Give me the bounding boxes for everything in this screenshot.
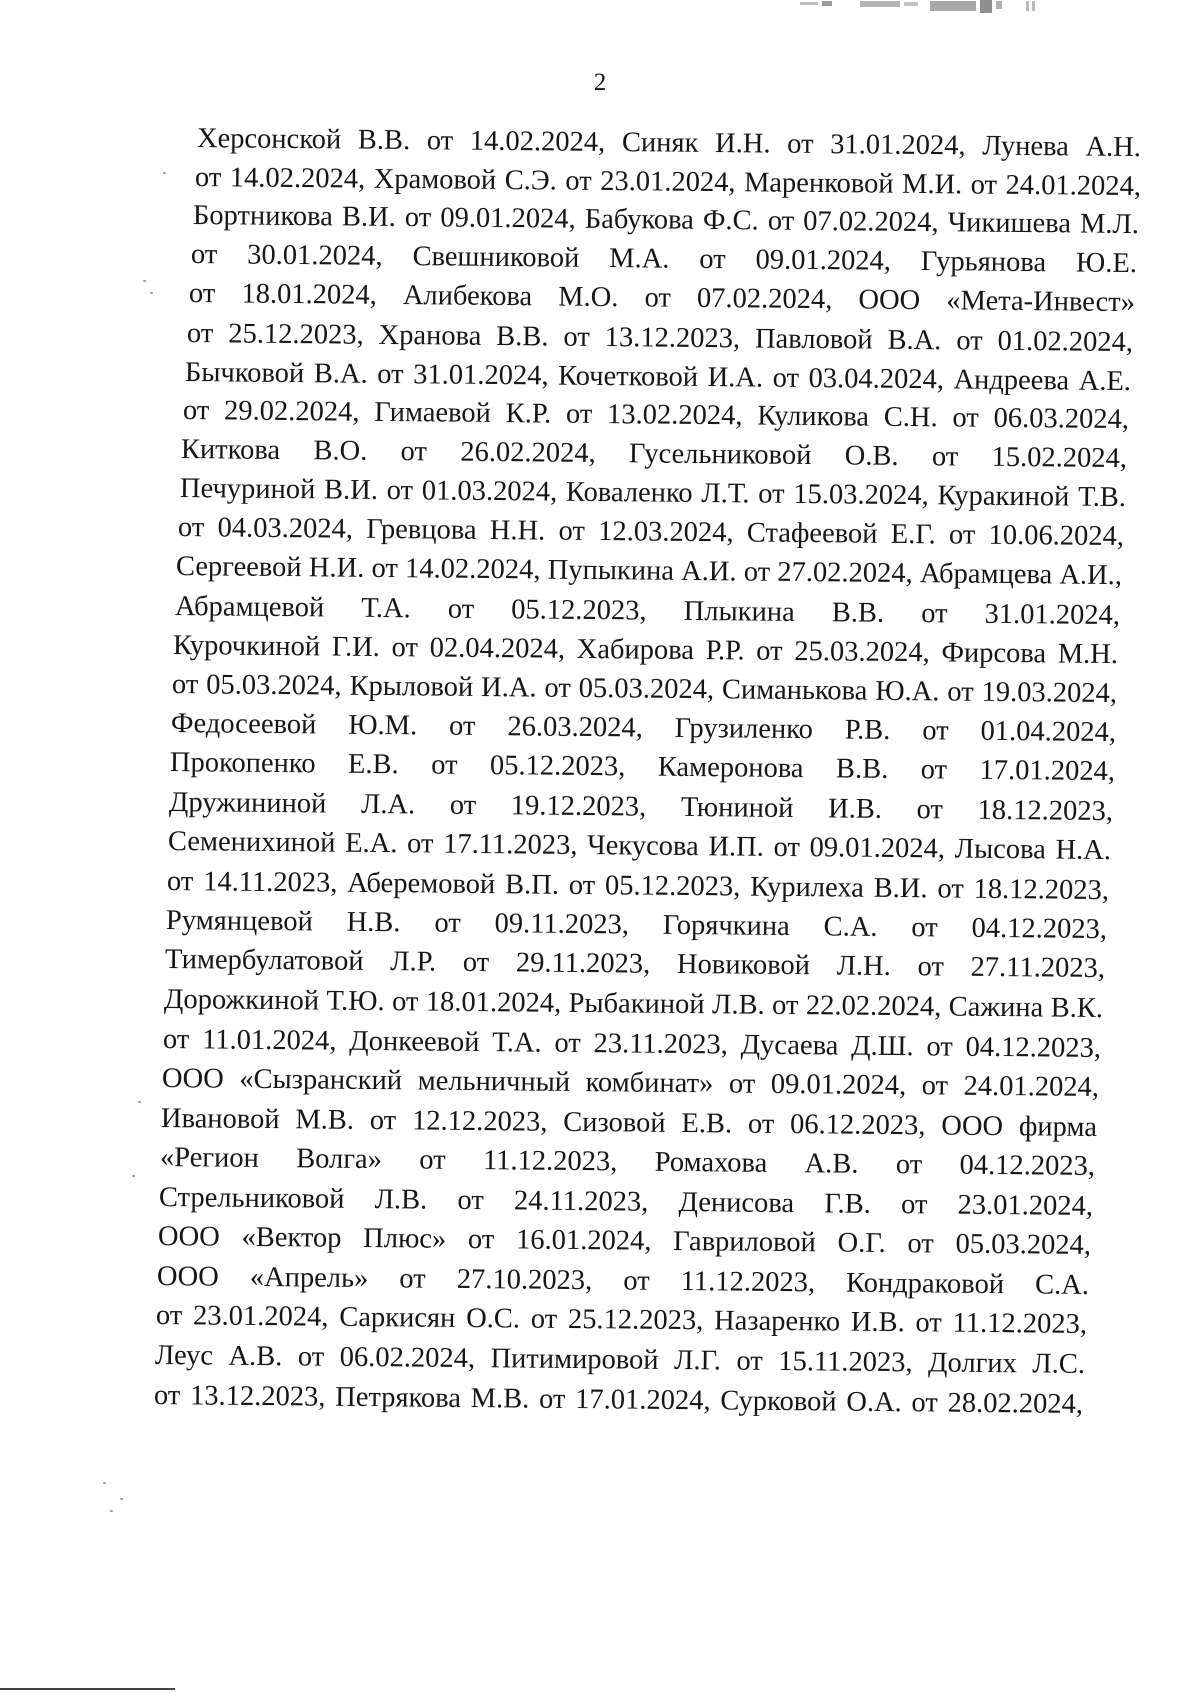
text-line <box>163 1022 1101 1067</box>
text-line <box>165 942 1105 987</box>
text-line <box>175 589 1120 634</box>
text-line <box>157 1259 1089 1304</box>
text-line <box>180 471 1126 516</box>
bottom-edge-line <box>0 1688 175 1690</box>
text-line-content: Ивановой М.В. от 12.12.2023, Сизовой Е.В. от 06.12.2023, ООО фирма <box>160 1103 1098 1143</box>
text-line <box>183 393 1129 438</box>
text-line-content: от 05.03.2024, Крыловой И.А. от 05.03.2024, Симанькова Ю.А. от 19.03.2024, <box>171 669 1118 710</box>
text-line <box>159 1180 1093 1225</box>
text-line <box>156 1298 1087 1343</box>
text-line-content: от 14.11.2023, Аберемовой В.П. от 05.12.2023, Курилеха В.И. от 18.12.2023, <box>166 866 1110 907</box>
text-line-content: Бортникова В.И. от 09.01.2024, Бабукова Ф.С. от 07.02.2024, Чикишева М.Л. <box>192 200 1140 241</box>
text-line-content: от 30.01.2024, Свешниковой М.А. от 09.01.2024, Гурьянова Ю.Е. <box>190 239 1138 280</box>
scan-speck <box>143 280 146 282</box>
text-line <box>154 1378 1083 1423</box>
text-line-content: Дружининой Л.А. от 19.12.2023, Тюниной И.В. от 18.12.2023, <box>168 787 1114 828</box>
text-line-content: ООО «Вектор Плюс» от 16.01.2024, Гавриловой О.Г. от 05.03.2024, <box>157 1221 1092 1261</box>
text-line-content: от 13.12.2023, Петрякова М.В. от 17.01.2024, Сурковой О.А. от 28.02.2024, <box>153 1380 1084 1420</box>
text-line-content: Прокопенко Е.В. от 05.12.2023, Камеронова В.В. от 17.01.2024, <box>169 747 1116 788</box>
text-line-content: ООО «Апрель» от 27.10.2023, от 11.12.2023, Кондраковой С.А. <box>156 1261 1090 1301</box>
text-line <box>155 1338 1085 1383</box>
text-line-content: от 18.01.2024, Алибекова М.О. от 07.02.2024, ООО «Мета-Инвест» <box>188 278 1136 319</box>
text-line-content: Тимербулатовой Л.Р. от 29.11.2023, Новиковой Л.Н. от 27.11.2023, <box>164 944 1106 985</box>
scan-speck <box>110 1510 113 1512</box>
text-line <box>169 785 1113 830</box>
scan-speck <box>120 1498 123 1500</box>
text-line-content: «Регион Волга» от 11.12.2023, Ромахова А.В. от 04.12.2023, <box>159 1142 1096 1182</box>
text-line <box>167 864 1109 909</box>
scan-speck <box>150 292 153 294</box>
text-line <box>191 237 1137 282</box>
text-line <box>187 316 1133 361</box>
page-number: 2 <box>593 69 607 96</box>
text-line-content: Стрельниковой Л.В. от 24.11.2023, Денисова Г.В. от 23.01.2024, <box>158 1182 1094 1222</box>
text-line <box>170 745 1115 790</box>
text-line-content: Бычковой В.А. от 31.01.2024, Кочетковой И.А. от 03.04.2024, Андреева А.Е. <box>184 357 1132 398</box>
text-line <box>176 549 1122 594</box>
text-line <box>162 1061 1099 1106</box>
text-line <box>189 276 1135 321</box>
text-line <box>171 706 1116 751</box>
text-line-content: Киткова В.О. от 26.02.2024, Гусельниковой О.В. от 15.02.2024, <box>180 434 1128 475</box>
text-line-content: ООО «Сызранский мельничный комбинат» от 09.01.2024, от 24.01.2024, <box>161 1063 1100 1103</box>
text-line <box>160 1140 1095 1185</box>
text-line-content: от 11.01.2024, Донкеевой Т.А. от 23.11.2023, Дусаева Д.Ш. от 04.12.2023, <box>162 1024 1102 1065</box>
text-line-content: Федосеевой Ю.М. от 26.03.2024, Грузиленко Р.В. от 01.04.2024, <box>170 708 1117 749</box>
text-line <box>178 510 1124 555</box>
text-line <box>161 1101 1097 1146</box>
text-line <box>173 628 1118 673</box>
text-line <box>158 1219 1091 1264</box>
text-line-content: Дорожкиной Т.Ю. от 18.01.2024, Рыбакиной Л.В. от 22.02.2024, Сажина В.К. <box>163 984 1104 1025</box>
text-line <box>172 667 1117 712</box>
text-line <box>185 355 1131 400</box>
text-line <box>195 160 1141 205</box>
text-line-content: Херсонской В.В. от 14.02.2024, Синяк И.Н. от 31.01.2024, Лунева А.Н. <box>196 123 1142 164</box>
text-line-content: от 25.12.2023, Хранова В.В. от 13.12.2023, Павловой В.А. от 01.02.2024, <box>186 318 1134 359</box>
text-line-content: Курочкиной Г.И. от 02.04.2024, Хабирова Р.Р. от 25.03.2024, Фирсова М.Н. <box>172 630 1119 671</box>
text-line-content: Семенихиной Е.А. от 17.11.2023, Чекусова И.П. от 09.01.2024, Лысова Н.А. <box>167 826 1112 867</box>
scan-speck <box>103 1482 106 1484</box>
text-line <box>164 982 1103 1027</box>
text-line-content: от 14.02.2024, Храмовой С.Э. от 23.01.2024, Маренковой М.И. от 24.01.2024, <box>194 162 1142 203</box>
text-line <box>181 432 1127 477</box>
text-line-content: Печуриной В.И. от 01.03.2024, Коваленко Л.Т. от 15.03.2024, Куракиной Т.В. <box>179 473 1127 514</box>
text-line <box>168 824 1111 869</box>
text-line-content: Румянцевой Н.В. от 09.11.2023, Горячкина С.А. от 04.12.2023, <box>165 905 1108 946</box>
scan-speck <box>163 172 166 174</box>
scan-speck <box>138 1101 141 1103</box>
text-line-content: Леус А.В. от 06.02.2024, Питимировой Л.Г. от 15.11.2023, Долгих Л.С. <box>154 1340 1086 1380</box>
text-line-content: Сергеевой Н.И. от 14.02.2024, Пупыкина А.И. от 27.02.2024, Абрамцева А.И., <box>175 551 1123 592</box>
text-line-content: от 29.02.2024, Гимаевой К.Р. от 13.02.2024, Куликова С.Н. от 06.03.2024, <box>182 395 1130 436</box>
text-line-content: от 23.01.2024, Саркисян О.С. от 25.12.2023, Назаренко И.В. от 11.12.2023, <box>155 1300 1088 1340</box>
text-line <box>166 903 1107 948</box>
scan-speck <box>132 1175 135 1177</box>
text-line <box>193 198 1139 243</box>
text-line-content: от 04.03.2024, Гревцова Н.Н. от 12.03.2024, Стафеевой Е.Г. от 10.06.2024, <box>177 512 1125 553</box>
text-line-content: Абрамцевой Т.А. от 05.12.2023, Плыкина В.В. от 31.01.2024, <box>174 591 1121 632</box>
text-line <box>197 121 1141 166</box>
